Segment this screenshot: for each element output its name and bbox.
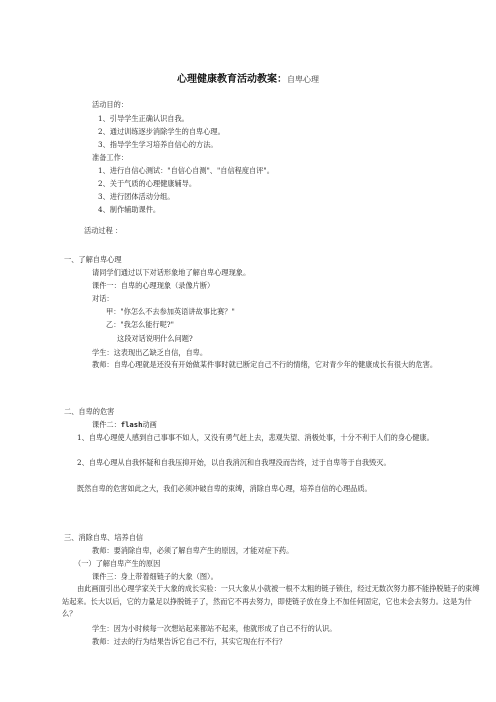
section1-heading: 一、了解自卑心理: [64, 255, 122, 264]
section2-paragraph-2: 2、自卑心理从自我怀疑和自我压抑开始，以自我消沉和自我埋没而告终，过于自卑等于自我毁灭。: [77, 458, 391, 467]
goal-item: 3、指导学生学习培养自信心的方法。: [98, 140, 218, 149]
section1-student: 学生：这表现出乙缺乏自信，自卑。: [92, 348, 208, 357]
prep-item: 4、制作辅助课件。: [98, 205, 161, 214]
courseware-flash: flash: [120, 420, 143, 429]
prep-heading: 准备工作：: [92, 153, 128, 162]
dialog-line-a: 甲："你怎么不去参加英语讲故事比赛？": [106, 307, 235, 316]
section3-teacher-intro: 教师：要消除自卑，必须了解自卑产生的原因，才能对症下药。: [92, 546, 294, 555]
section3-courseware: 课件三：身上带着细链子的大象（图）。: [92, 572, 218, 581]
section1-intro: 请同学们通过以下对话形象地了解自卑心理现象。: [92, 268, 251, 277]
document-title: [0, 67, 496, 86]
goal-item: 2、通过训练逐步消除学生的自卑心理。: [98, 127, 225, 136]
goals-heading: 活动目的：: [92, 100, 128, 109]
section2-heading: 二、自卑的危害: [64, 407, 115, 416]
dialog-line-b: 乙："我怎么能行呢?": [106, 320, 174, 329]
process-heading: 活动过程 ：: [84, 226, 123, 235]
prep-item: 1、进行自信心测试："自信心自测"、"自信程度自评"。: [98, 166, 274, 175]
goal-item: 1、引导学生正确认识自我。: [98, 114, 189, 123]
title-subtitle: 自卑心理: [287, 75, 319, 84]
section2-paragraph-1: 1、自卑心理使人感到自己事事不如人，又没有勇气赶上去，悲观失望、消极处事，十分不利于人们的身心健康。: [77, 433, 434, 442]
section1-courseware: 课件一：自卑的心理现象（录像片断）: [92, 281, 215, 290]
prep-item: 3、进行团体活动分组。: [98, 192, 175, 201]
title-main: 心理健康教育活动教案：: [177, 74, 287, 85]
courseware-prefix: 课件二：: [92, 420, 121, 429]
courseware-suffix: 动画: [142, 420, 157, 429]
section3-student: 学生：因为小时候每一次想站起来都站不起来，他就形成了自己不行的认识。: [92, 624, 337, 633]
section3-paragraph-1: 由此画面引出心理学家关于大象的成长实验：一只大象从小就被一根不太粗的链子锁住，经过无数次努力都不能挣脱链子的束缚站起来。长大以后，它的力量足以挣脱链子了，然而它不再去努力，即使链子放在身上不加任何固定，它也未会去努力。这是为什么？: [62, 584, 480, 618]
section3-teacher: 教师：过去的行为结果告诉它自己不行，其实它现在行不行？: [92, 637, 287, 646]
section1-teacher: 教师：自卑心理就是还没有开始做某件事时就已断定自己不行的情绪，它对青少年的健康成长有很大的危害。: [92, 360, 438, 369]
dialog-label: 对话：: [92, 294, 114, 303]
section2-paragraph-3: 既然自卑的危害如此之大，我们必须冲破自卑的束缚，消除自卑心理，培养自信的心理品质。: [77, 484, 372, 493]
section3-heading: 三、消除自卑、培养自信: [64, 533, 144, 542]
dialog-question: 这段对话说明什么问题?: [117, 334, 193, 343]
section2-courseware: [92, 420, 157, 430]
section3-subheading: （一）了解自卑产生的原因: [74, 559, 161, 568]
prep-item: 2、关于气质的心理健康辅导。: [98, 179, 197, 188]
